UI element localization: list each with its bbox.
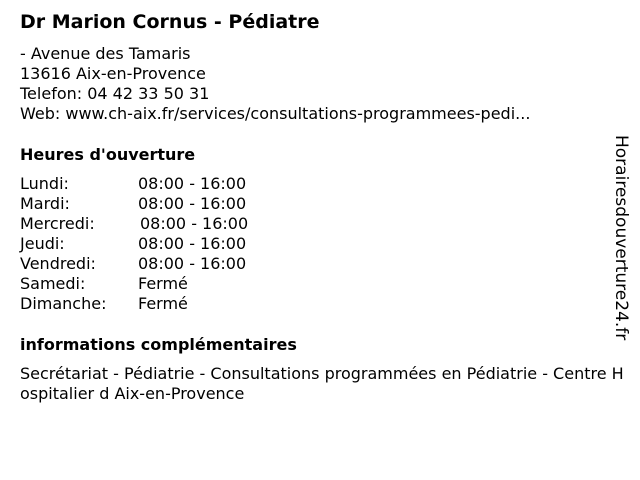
day-label: Jeudi:	[20, 234, 65, 253]
time-value: 08:00 - 16:00	[138, 254, 247, 273]
time-value: 08:00 - 16:00	[138, 234, 247, 253]
day-label: Mardi:	[20, 194, 70, 213]
page-title: Dr Marion Cornus - Pédiatre	[20, 11, 320, 33]
hours-row-friday	[20, 254, 248, 274]
day-label: Vendredi:	[20, 254, 96, 273]
additional-info-heading: informations complémentaires	[20, 335, 297, 354]
time-value: 08:00 - 16:00	[138, 174, 247, 193]
hours-row-monday	[20, 174, 248, 194]
address-block	[20, 44, 530, 124]
time-value: Fermé	[138, 274, 188, 293]
day-label: Mercredi:	[20, 214, 95, 233]
time-value: 08:00 - 16:00	[140, 214, 249, 233]
day-label: Lundi:	[20, 174, 69, 193]
day-label: Dimanche:	[20, 294, 107, 313]
hours-row-thursday	[20, 234, 248, 254]
hours-row-saturday	[20, 274, 248, 294]
day-label: Samedi:	[20, 274, 86, 293]
additional-info-text: Secrétariat - Pédiatrie - Consultations programmées en Pédiatrie - Centre Hospitalier d Aix-en-Provence	[20, 364, 624, 403]
opening-hours-table	[20, 174, 248, 314]
phone-number: Telefon: 04 42 33 50 31	[20, 84, 210, 103]
city-address: 13616 Aix-en-Provence	[20, 64, 206, 83]
street-address: - Avenue des Tamaris	[20, 44, 191, 63]
hours-row-wednesday	[20, 214, 248, 234]
hours-row-tuesday	[20, 194, 248, 214]
time-value: 08:00 - 16:00	[138, 194, 247, 213]
site-watermark: Horairesdouverture24.fr	[611, 135, 631, 341]
time-value: Fermé	[138, 294, 188, 313]
opening-hours-heading: Heures d'ouverture	[20, 145, 196, 164]
hours-row-sunday	[20, 294, 248, 314]
website-link[interactable]: Web: www.ch-aix.fr/services/consultations-programmees-pedi...	[20, 104, 531, 123]
